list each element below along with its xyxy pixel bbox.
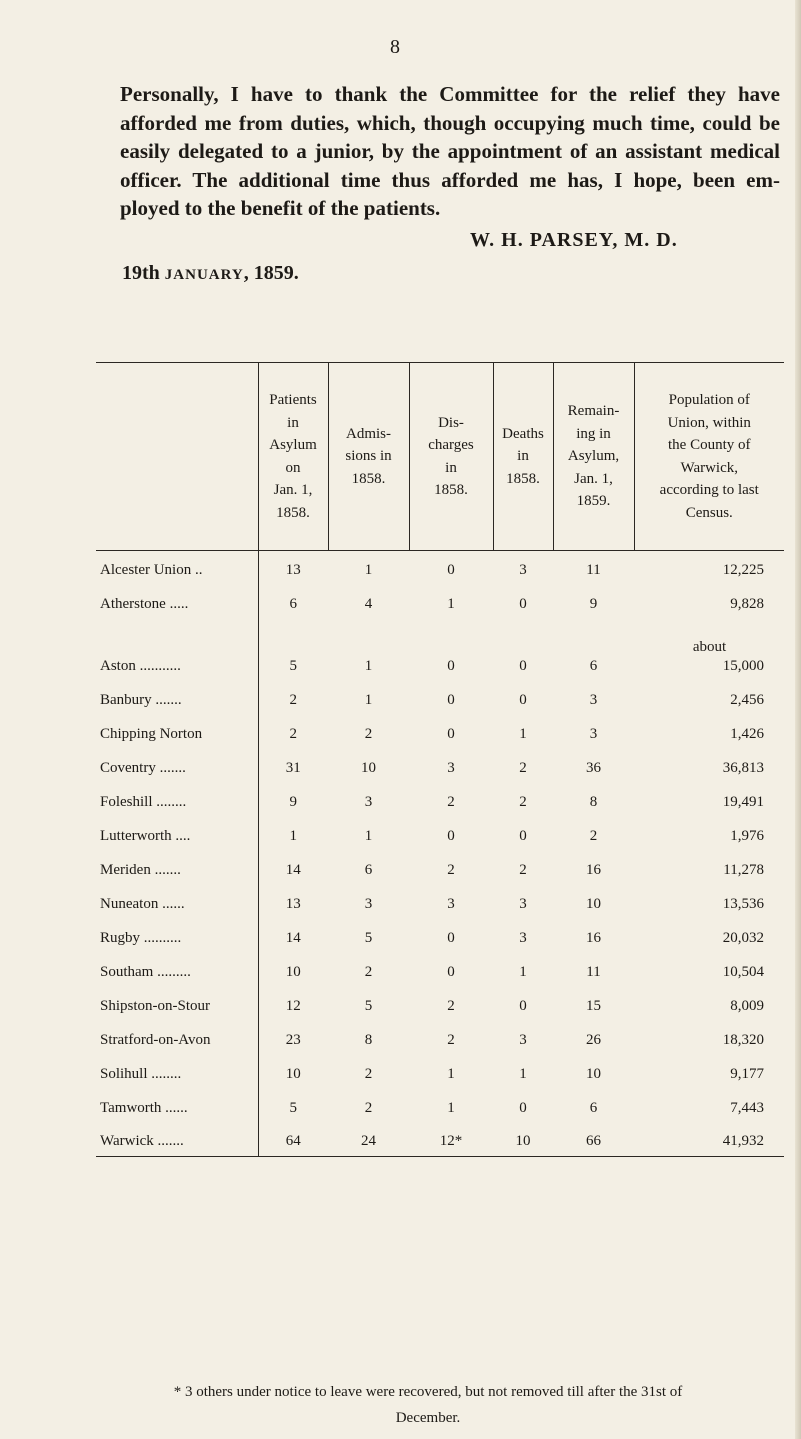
population-note: about: [692, 638, 727, 655]
deaths-cell: 3: [519, 561, 527, 578]
remaining-cell: 11: [586, 963, 601, 980]
table-row: [96, 1089, 784, 1123]
discharges-cell: 2: [447, 793, 455, 810]
discharges-cell: 0: [447, 929, 455, 946]
discharges-cell: 1: [447, 595, 455, 612]
remaining-cell: 9: [589, 595, 598, 612]
remaining-cell: 3: [589, 691, 598, 708]
union-name-cell: Shipston-on-Stour: [100, 997, 211, 1014]
table-row: [96, 987, 784, 1021]
remaining-cell: 6: [589, 1099, 598, 1116]
signature: W. H. PARSEY, M. D.: [470, 229, 678, 251]
date-line: [122, 262, 299, 285]
admissions-cell: 8: [364, 1031, 373, 1048]
union-name-cell: Atherstone .....: [100, 595, 189, 612]
deaths-cell: 0: [519, 595, 527, 612]
admissions-cell: 4: [364, 595, 373, 612]
union-name-cell: Banbury .......: [100, 691, 182, 708]
population-cell: 9,828: [730, 595, 764, 612]
deaths-cell: 3: [519, 895, 527, 912]
discharges-column-header: Dis- charges in 1858.: [409, 363, 493, 551]
page-edge: [795, 0, 801, 1439]
table-row: [96, 749, 784, 783]
date-year: , 1859.: [243, 262, 299, 284]
discharges-cell: 2: [447, 861, 455, 878]
discharges-cell: 2: [447, 1031, 455, 1048]
union-name-cell: Aston ...........: [100, 657, 181, 674]
patients-cell: 14: [258, 851, 328, 885]
patients-cell: 14: [258, 919, 328, 953]
discharges-cell: 0: [447, 561, 455, 578]
patients-cell: 10: [258, 1055, 328, 1089]
footnote: * 3 others under notice to leave were recovered, but not removed till after the 31st of December.: [173, 1384, 683, 1426]
patients-cell: 10: [258, 953, 328, 987]
deaths-cell: 0: [519, 691, 527, 708]
table-row: [96, 885, 784, 919]
remaining-cell: 11: [586, 561, 601, 578]
table-row: [96, 551, 784, 585]
deaths-cell: 0: [519, 657, 527, 674]
table-body: [96, 551, 784, 1157]
population-cell: 2,456: [730, 691, 764, 708]
population-cell: [634, 619, 784, 681]
population-cell: 1,976: [730, 827, 764, 844]
remaining-cell: 15: [586, 997, 601, 1014]
remaining-cell: 66: [586, 1133, 601, 1149]
union-name-cell: Rugby ..........: [100, 929, 182, 946]
discharges-cell: 0: [447, 657, 455, 674]
population-cell: 12,225: [722, 561, 764, 578]
paragraph-line: afforded me from duties, which, though occupying much time, could be: [120, 110, 780, 135]
population-cell: 13,536: [722, 895, 764, 912]
remaining-cell: 16: [586, 861, 601, 878]
patients-cell: 2: [258, 715, 328, 749]
remaining-cell: 16: [586, 929, 601, 946]
admissions-cell: 1: [364, 657, 373, 674]
deaths-cell: 3: [519, 1031, 527, 1048]
admissions-cell: 5: [364, 997, 373, 1014]
remaining-cell: 2: [589, 827, 598, 844]
discharges-cell: 0: [447, 963, 455, 980]
population-cell: 19,491: [722, 793, 764, 810]
population-cell: 20,032: [722, 929, 764, 946]
admissions-cell: 2: [364, 1099, 373, 1116]
admissions-cell: 24: [361, 1133, 376, 1149]
patients-column-header: Patients in Asylum on Jan. 1, 1858.: [258, 363, 328, 551]
patients-cell: 23: [258, 1021, 328, 1055]
table-row: [96, 681, 784, 715]
union-name-cell: Stratford-on-Avon: [100, 1031, 211, 1048]
table-row: [96, 715, 784, 749]
deaths-cell: 0: [519, 1099, 527, 1116]
paragraph-line: easily delegated to a junior, by the appointment of an assistant medical: [120, 139, 780, 163]
patients-cell: 9: [258, 783, 328, 817]
deaths-cell: 2: [519, 759, 527, 776]
union-column-header: [96, 363, 258, 551]
table-row: [96, 817, 784, 851]
population-column-header: Population of Union, within the County of Warwick, according to last Census.: [634, 363, 784, 551]
population-cell: 36,813: [722, 759, 764, 776]
table-row: [96, 919, 784, 953]
discharges-cell: 2: [447, 997, 455, 1014]
patients-cell: 6: [258, 585, 328, 619]
deaths-cell: 10: [515, 1133, 531, 1149]
discharges-cell: 0: [447, 691, 455, 708]
remaining-cell: 6: [589, 657, 598, 674]
population-value: 15,000: [722, 657, 764, 674]
deaths-cell: 1: [519, 1065, 527, 1082]
patients-cell: 13: [258, 551, 328, 585]
patients-cell: 12: [258, 987, 328, 1021]
deaths-column-header: Deaths in 1858.: [493, 363, 553, 551]
union-name-cell: Alcester Union ..: [100, 561, 203, 578]
patients-cell: 64: [258, 1123, 328, 1157]
union-name-cell: Chipping Norton: [100, 725, 203, 742]
admissions-cell: 2: [364, 963, 373, 980]
admissions-cell: 3: [364, 895, 373, 912]
asylum-returns-table: [96, 362, 784, 1157]
union-name-cell: Lutterworth ....: [100, 827, 191, 844]
table-row: [96, 953, 784, 987]
page-number: 8: [390, 36, 400, 58]
union-name-cell: Coventry .......: [100, 759, 186, 776]
patients-cell: 31: [258, 749, 328, 783]
patients-cell: 13: [258, 885, 328, 919]
patients-cell: 5: [258, 1089, 328, 1123]
paragraph-line: officer. The additional time thus afforded me has, I hope, been em-: [120, 167, 780, 192]
population-cell: 8,009: [730, 997, 764, 1014]
population-cell: 41,932: [722, 1133, 764, 1149]
table-row: [96, 1021, 784, 1055]
paragraph-line: Personally, I have to thank the Committee for the relief they have: [120, 82, 780, 106]
remaining-cell: 10: [586, 895, 601, 912]
deaths-cell: 2: [519, 793, 527, 810]
deaths-cell: 0: [519, 827, 527, 844]
population-cell: 11,278: [723, 861, 764, 878]
discharges-cell: 12*: [439, 1133, 463, 1149]
deaths-cell: 1: [519, 963, 527, 980]
deaths-cell: 1: [519, 725, 527, 742]
admissions-cell: 5: [364, 929, 373, 946]
remaining-cell: 10: [586, 1065, 601, 1082]
table-row: [96, 1123, 784, 1157]
date-month: JANUARY: [164, 267, 244, 283]
table-row: [96, 851, 784, 885]
admissions-cell: 3: [364, 793, 373, 810]
population-cell: 9,177: [730, 1065, 764, 1082]
population-cell: 10,504: [722, 963, 764, 980]
admissions-cell: 2: [364, 725, 373, 742]
union-name-cell: Meriden .......: [100, 861, 181, 878]
remaining-column-header: Remain- ing in Asylum, Jan. 1, 1859.: [553, 363, 634, 551]
remaining-cell: 36: [586, 759, 601, 776]
body-paragraph: [120, 80, 780, 223]
admissions-cell: 1: [364, 691, 373, 708]
discharges-cell: 3: [447, 895, 455, 912]
admissions-cell: 6: [364, 861, 373, 878]
population-cell: 18,320: [722, 1031, 764, 1048]
deaths-cell: 3: [519, 929, 527, 946]
union-name-cell: Tamworth ......: [100, 1099, 188, 1116]
table-row: [96, 619, 784, 681]
remaining-cell: 3: [589, 725, 598, 742]
patients-cell: 2: [258, 681, 328, 715]
table-row: [96, 585, 784, 619]
population-cell: 1,426: [730, 725, 764, 742]
discharges-cell: 1: [447, 1099, 455, 1116]
union-name-cell: Southam .........: [100, 963, 191, 980]
admissions-cell: 1: [364, 561, 373, 578]
admissions-column-header: Admis- sions in 1858.: [328, 363, 409, 551]
table-header: [96, 363, 784, 551]
table-row: [96, 783, 784, 817]
patients-cell: 1: [258, 817, 328, 851]
deaths-cell: 2: [519, 861, 527, 878]
deaths-cell: 0: [519, 997, 527, 1014]
table-row: [96, 1055, 784, 1089]
discharges-cell: 3: [447, 759, 455, 776]
discharges-cell: 0: [447, 725, 455, 742]
remaining-cell: 26: [586, 1031, 601, 1048]
paragraph-line: ployed to the benefit of the patients.: [120, 196, 441, 220]
date-day: 19th: [122, 262, 165, 284]
union-name-cell: Warwick .......: [100, 1133, 184, 1149]
discharges-cell: 1: [447, 1065, 455, 1082]
population-cell: 7,443: [730, 1099, 764, 1116]
discharges-cell: 0: [447, 827, 455, 844]
admissions-cell: 1: [364, 827, 373, 844]
admissions-cell: 10: [361, 759, 376, 776]
union-name-cell: Solihull ........: [100, 1065, 182, 1082]
union-name-cell: Nuneaton ......: [100, 895, 185, 912]
admissions-cell: 2: [364, 1065, 373, 1082]
union-name-cell: Foleshill ........: [100, 793, 187, 810]
patients-cell: 5: [258, 619, 328, 681]
remaining-cell: 8: [589, 793, 598, 810]
